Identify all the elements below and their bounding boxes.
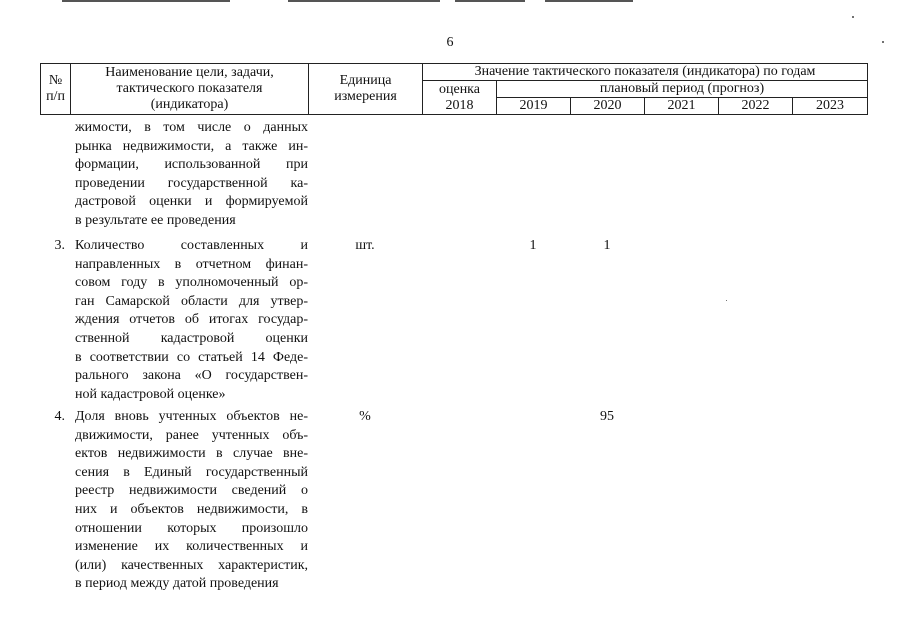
unit-of-measure: % (359, 409, 371, 424)
indicator-name-line: реестр недвижимости сведений о (75, 483, 308, 499)
page-number: 6 (446, 35, 454, 50)
indicator-value: 1 (603, 238, 611, 253)
header-num-line: п/п (46, 89, 65, 104)
header-year: 2018 (445, 97, 474, 113)
indicator-value: 1 (529, 238, 537, 253)
indicator-name-line: (или) качественных характеристик, (75, 557, 308, 573)
indicator-name (75, 408, 308, 594)
header-unit-line: измерения (334, 89, 397, 104)
indicator-name-line: отношении которых произошло (75, 520, 308, 536)
indicator-name-line: рынка недвижимости, а также ин- (75, 138, 308, 154)
indicator-name-line: ждения отчетов об итогах государ- (75, 312, 308, 328)
indicator-name-line: ной кадастровой оценке» (75, 386, 226, 402)
indicator-name-line: ственной кадастровой оценки (75, 330, 308, 346)
indicator-name-line: изменение их количественных и (75, 539, 308, 555)
header-year: 2020 (571, 98, 645, 115)
row-number: 4. (54, 409, 65, 424)
indicator-name-line: Доля вновь учтенных объектов не- (75, 409, 308, 424)
unit-of-measure: шт. (355, 238, 375, 253)
header-planned-period: плановый период (прогноз) (497, 81, 868, 98)
header-unit-line: Единица (339, 73, 392, 88)
indicator-name-line: в период между датой проведения (75, 576, 279, 592)
indicator-name-line: сения в Единый государственный (75, 464, 308, 480)
header-estimate-label: оценка (438, 81, 480, 97)
header-name-line: (индикатора) (150, 97, 229, 112)
header-name-line: Наименование цели, задачи, (105, 65, 274, 80)
scan-edge-line (545, 0, 633, 2)
indicator-name-line: формации, использованной при (75, 157, 308, 173)
header-name-line: тактического показателя (116, 81, 263, 96)
indicator-name (75, 119, 308, 231)
header-year: 2021 (645, 98, 719, 115)
scan-speck (726, 300, 727, 301)
indicator-name-line: них и объектов недвижимости, в (75, 501, 308, 517)
indicator-name-line: Количество составленных и (75, 238, 308, 253)
indicator-name-line: ган Самарской области для утвер- (75, 293, 308, 309)
scan-edge-line (288, 0, 440, 2)
indicator-name-line: совом году в уполномоченный ор- (75, 275, 308, 291)
scan-edge-line (62, 0, 230, 2)
indicator-name-line: ектов недвижимости в случае вне- (75, 446, 308, 462)
header-unit (309, 64, 423, 115)
indicator-name-line: рального закона «О государствен- (75, 368, 308, 384)
header-year: 2022 (719, 98, 793, 115)
indicator-name-line: проведении государственной ка- (75, 175, 308, 191)
indicator-name-line: в результате ее проведения (75, 212, 236, 228)
header-values-title: Значение тактического показателя (индикатора) по годам (423, 64, 868, 81)
header-name (71, 64, 309, 115)
indicator-name (75, 237, 308, 404)
indicator-name-line: жимости, в том числе о данных (75, 120, 308, 135)
header-estimate (423, 81, 497, 115)
indicator-value: 95 (600, 409, 614, 424)
indicator-name-line: дастровой оценки и формируемой (75, 194, 308, 210)
indicator-name-line: движимости, ранее учтенных объ- (75, 427, 308, 443)
scan-edge-line (455, 0, 525, 2)
indicator-name-line: в соответствии со статьей 14 Феде- (75, 349, 308, 365)
indicator-name-line: направленных в отчетном финан- (75, 256, 308, 272)
header-year: 2019 (497, 98, 571, 115)
row-number: 3. (54, 238, 65, 253)
indicator-table-header (40, 63, 868, 115)
scan-speck (852, 16, 854, 18)
header-num (41, 64, 71, 115)
header-year: 2023 (793, 98, 868, 115)
header-num-line: № (48, 73, 63, 88)
